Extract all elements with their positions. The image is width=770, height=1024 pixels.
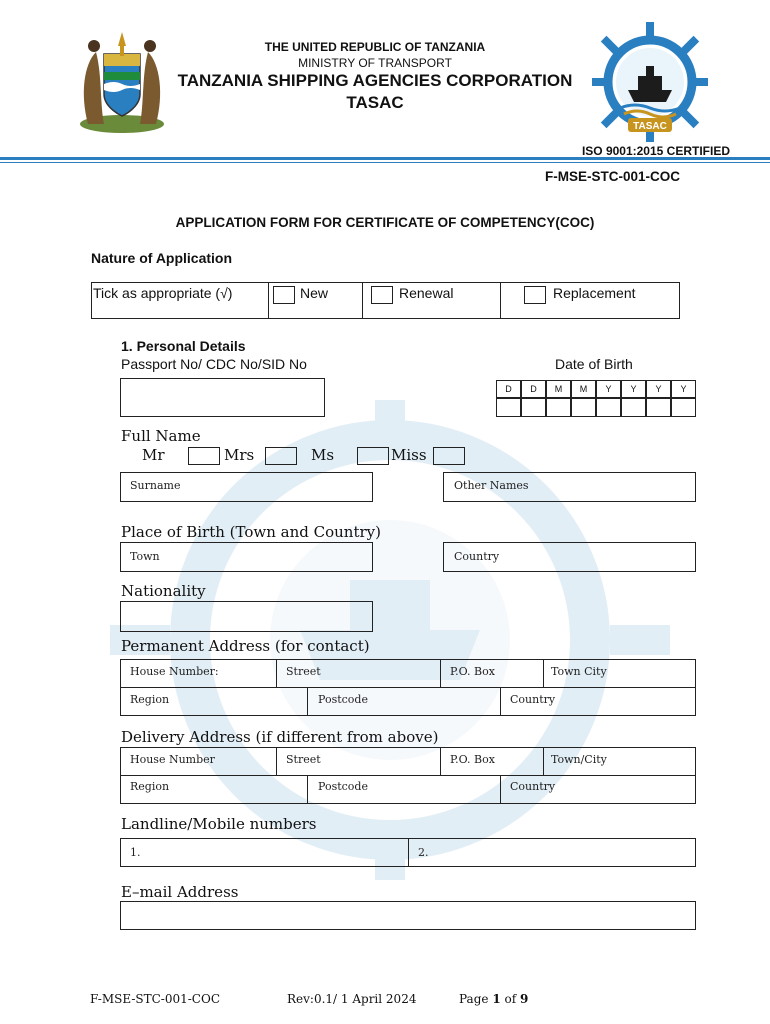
dob-cell: Y <box>646 380 671 398</box>
doc-code: F-MSE-STC-001-COC <box>544 169 680 184</box>
title-miss-checkbox[interactable] <box>433 447 465 465</box>
dob-cell: M <box>546 380 571 398</box>
pa-postcode-label: Postcode <box>318 693 368 706</box>
pa-pobox-label: P.O. Box <box>450 665 495 678</box>
phone-1-label: 1. <box>130 846 141 859</box>
republic-title: THE UNITED REPUBLIC OF TANZANIA <box>264 40 486 54</box>
dob-cell: Y <box>596 380 621 398</box>
da-house-label: House Number <box>130 753 215 766</box>
page-number: 1 <box>492 992 501 1006</box>
place-of-birth-label: Place of Birth (Town and Country) <box>121 523 381 541</box>
dob-input-month-1[interactable] <box>546 398 571 417</box>
dob-cell: M <box>571 380 596 398</box>
birth-country-label: Country <box>454 550 500 563</box>
new-label: New <box>300 285 329 301</box>
da-region-label: Region <box>130 780 170 793</box>
nature-heading: Nature of Application <box>91 250 233 266</box>
nationality-label: Nationality <box>121 582 206 600</box>
da-street-label: Street <box>286 753 321 766</box>
phone-2-label: 2. <box>418 846 429 859</box>
delivery-address-label: Delivery Address (if different from above) <box>121 728 439 746</box>
dob-input-day-1[interactable] <box>496 398 521 417</box>
email-label: E–mail Address <box>121 883 239 901</box>
nature-divider-2 <box>362 282 363 319</box>
dob-input-day-2[interactable] <box>521 398 546 417</box>
dob-input-year-4[interactable] <box>671 398 696 417</box>
page-total: 9 <box>520 992 529 1006</box>
header-rule-bottom <box>0 162 770 163</box>
pa-region-label: Region <box>130 693 170 706</box>
dob-input-year-2[interactable] <box>621 398 646 417</box>
page-prefix: Page <box>459 992 489 1006</box>
iso-certified: ISO 9001:2015 CERTIFIED <box>581 144 730 158</box>
title-mrs-checkbox[interactable] <box>265 447 297 465</box>
acronym-title: TASAC <box>346 93 404 112</box>
footer-code: F-MSE-STC-001-COC <box>90 992 221 1006</box>
phone-1-input[interactable] <box>120 838 409 867</box>
pa-country-label: Country <box>510 693 556 706</box>
footer-revision: Rev:0.1/ 1 April 2024 <box>287 992 417 1006</box>
new-checkbox[interactable] <box>273 286 295 304</box>
renewal-checkbox[interactable] <box>371 286 393 304</box>
tasac-logo <box>590 20 710 144</box>
da-pobox-label: P.O. Box <box>450 753 495 766</box>
title-miss-label: Miss <box>391 446 427 464</box>
logo-text: TASAC <box>633 121 667 132</box>
birth-town-label: Town <box>130 550 160 563</box>
replacement-checkbox[interactable] <box>524 286 546 304</box>
dob-input-month-2[interactable] <box>571 398 596 417</box>
dob-input-year-3[interactable] <box>646 398 671 417</box>
title-mrs-label: Mrs <box>224 446 255 464</box>
da-postcode-label: Postcode <box>318 780 368 793</box>
title-ms-checkbox[interactable] <box>357 447 389 465</box>
title-ms-label: Ms <box>311 446 335 464</box>
ministry-title: MINISTRY OF TRANSPORT <box>298 56 452 70</box>
corporation-title: TANZANIA SHIPPING AGENCIES CORPORATION <box>177 71 573 90</box>
form-title: APPLICATION FORM FOR CERTIFICATE OF COMPETENCY(COC) <box>175 215 595 230</box>
passport-input[interactable] <box>120 378 325 417</box>
email-input[interactable] <box>120 901 696 930</box>
surname-label: Surname <box>130 479 181 492</box>
phone-2-input[interactable] <box>408 838 696 867</box>
title-mr-label: Mr <box>142 446 165 464</box>
replacement-label: Replacement <box>553 285 636 301</box>
pa-house-label: House Number: <box>130 665 219 678</box>
dob-label: Date of Birth <box>555 356 633 372</box>
nationality-input[interactable] <box>120 601 373 632</box>
pa-towncity-label: Town City <box>551 665 607 678</box>
full-name-label: Full Name <box>121 427 201 445</box>
coat-of-arms-icon <box>74 24 170 136</box>
dob-cell: Y <box>621 380 646 398</box>
tick-label: Tick as appropriate (√) <box>93 285 233 301</box>
dob-cell: D <box>521 380 546 398</box>
renewal-label: Renewal <box>399 285 454 301</box>
footer-page <box>459 992 528 1006</box>
nature-divider-1 <box>268 282 269 319</box>
dob-input-year-1[interactable] <box>596 398 621 417</box>
phones-label: Landline/Mobile numbers <box>121 815 317 833</box>
page-of: of <box>504 992 517 1006</box>
other-names-label: Other Names <box>454 479 529 492</box>
nature-divider-3 <box>500 282 501 319</box>
dob-cell: Y <box>671 380 696 398</box>
permanent-address-label: Permanent Address (for contact) <box>121 637 370 655</box>
da-towncity-label: Town/City <box>551 753 607 766</box>
da-country-label: Country <box>510 780 556 793</box>
title-mr-checkbox[interactable] <box>188 447 220 465</box>
passport-label: Passport No/ CDC No/SID No <box>121 356 307 372</box>
personal-heading: 1. Personal Details <box>121 338 246 354</box>
dob-cell: D <box>496 380 521 398</box>
pa-street-label: Street <box>286 665 321 678</box>
